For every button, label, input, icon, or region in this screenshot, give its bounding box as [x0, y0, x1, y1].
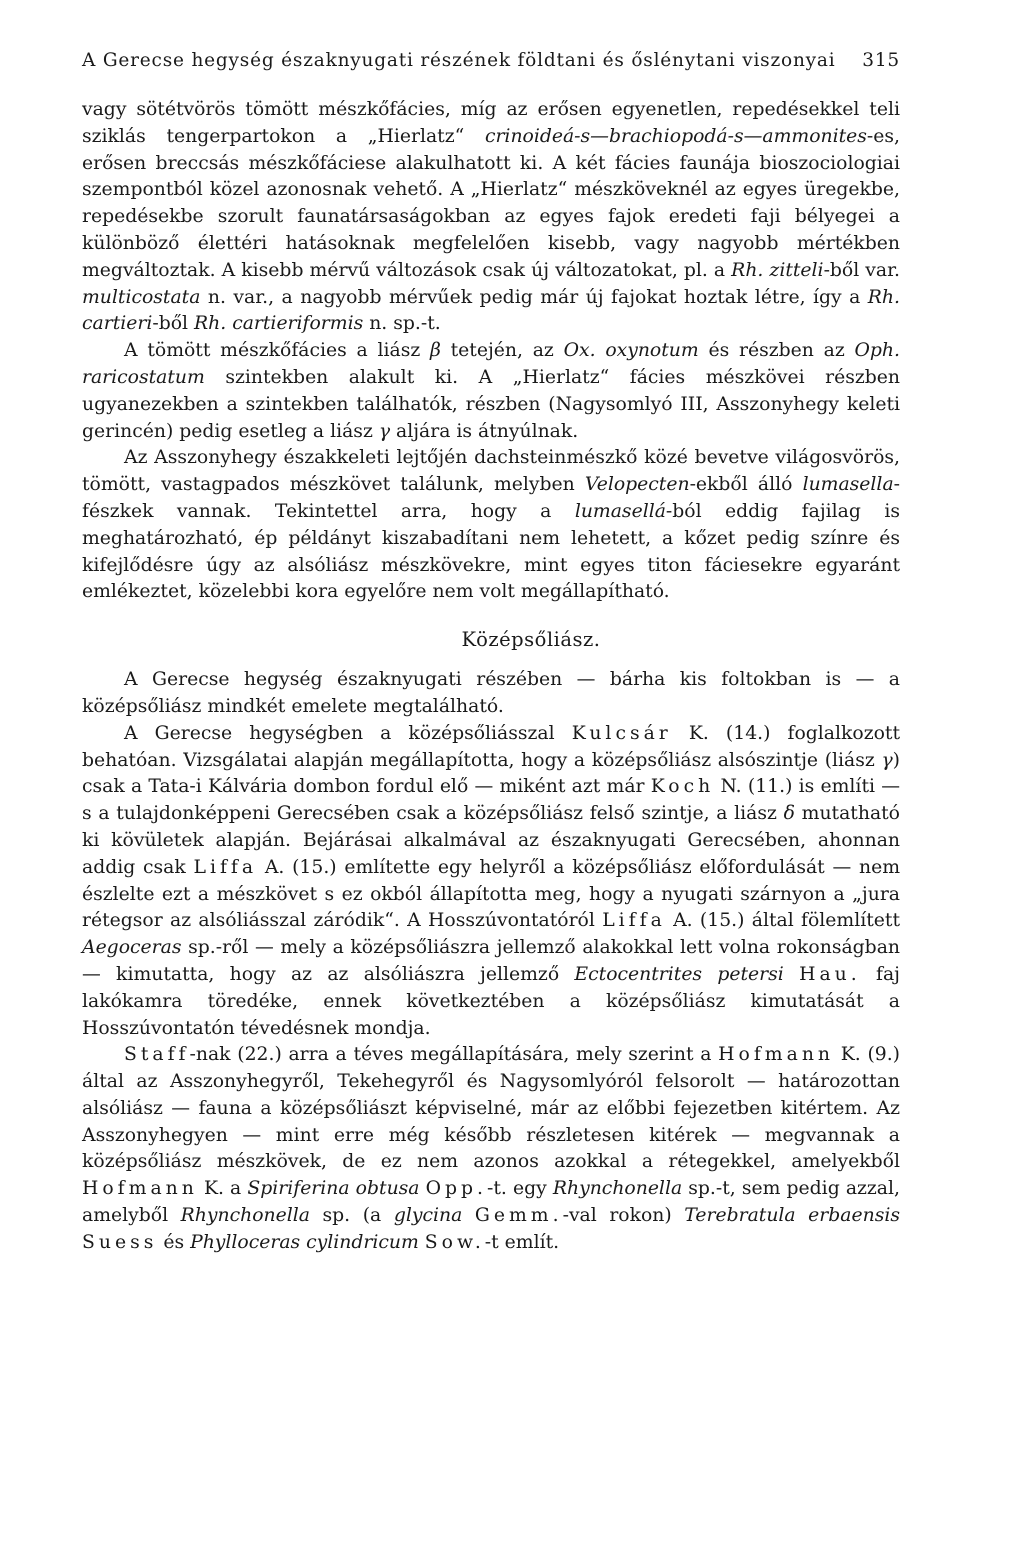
- paragraph-6: Staff-nak (22.) arra a téves megállapítására, mely szerint a Hofmann K. (9.) által az Asszonyhegyről, Tekehegyről és Nagysomlyóról felsorolt — határozottan alsóliász — fauna a középsőliászt képviselné, már az előbbi fejezetben kitértem. Az Asszonyhegyen — mint erre még később részletesen kitérek — megvannak a középsőliász mészkövek, de ez nem azonos azokkal a rétegekkel, amelyekből Hofmann K. a Spiriferina obtusa Opp.-t. egy Rhynchonella sp.-t, sem pedig azzal, amelyből Rhynchonella sp. (a glycina Gemm.-val rokon) Terebratula erbaensis Suess és Phylloceras cylindricum Sow.-t említ.: [82, 1044, 901, 1253]
- paragraph-3: Az Asszonyhegy északkeleti lejtőjén dachsteinmészkő közé bevetve világosvörös, tömött, vastagpados mészkövet találunk, melyben Velopecten-ekből álló lumasella-fészkek vannak. Tekintettel arra, hogy a lumasellá-ból eddig fajilag is meghatározható, ép példányt kiszabadítani nem lehetett, a kőzet pedig színre és kifejlődésre úgy az alsóliász mészkövekre, mint egyes titon fáciesekre egyaránt emlékeztet, közelebbi kora egyelőre nem volt megállapítható.: [82, 447, 900, 603]
- paragraph-4: A Gerecse hegység északnyugati részében — bárha kis foltokban is — a középsőliász mindkét emelete megtalálható.: [82, 669, 900, 717]
- section-title: Középsőliász.: [461, 628, 601, 652]
- running-header: [82, 50, 900, 71]
- page-number: 315: [862, 50, 900, 71]
- paragraph-5: A Gerecse hegységben a középsőliásszal Kulcsár K. (14.) foglalkozott behatóan. Vizsgálatai alapján megállapította, hogy a középsőliász alsószintje (liász γ) csak a Tata-i Kálvária dombon fordul elő — miként azt már Koch N. (11.) is említi — s a tulajdonképpeni Gerecsében csak a középsőliász felső szintje, a liász δ mutatható ki kövületek alapján. Bejárásai alkalmával az északnyugati Gerecsében, ahonnan addig csak Liffa A. (15.) említette egy helyről a középsőliász előfordulását — nem észlelte ezt a mészkövet s ez okból állapította meg, hogy a nyugati szárnyon a „jura rétegsor az alsóliásszal záródik“. A Hosszúvontatóról Liffa A. (15.) által fölemlített Aegoceras sp.-ről — mely a középsőliászra jellemző alakokkal lett volna rokonságban — kimutatta, hogy az az alsóliászra jellemző Ectocentrites petersi Hau. faj lakókamra töredéke, ennek következtében a középsőliász kimutatását a Hosszúvontatón tévedésnek mondja.: [82, 722, 901, 1039]
- running-title: A Gerecse hegység északnyugati részének földtani és őslénytani viszonyai: [82, 50, 836, 71]
- paragraph-1: vagy sötétvörös tömött mészkőfácies, míg az erősen egyenetlen, repedésekkel teli sziklás tengerpartokon a „Hierlatz“ crinoideá-s—brachiopodá-s—ammonites-es, erősen breccsás mészkőfáciese alakulhatott ki. A két fácies faunája bioszociologiai szempontból közel azonosnak vehető. A „Hierlatz“ mészköveknél az egyes üregekbe, repedésekbe szorult faunatársaságokban az egyes fajok eredeti faji bélyegei a különböző élettéri hatásoknak megfelelően kisebb, vagy nagyobb mértékben megváltoztak. A kisebb mérvű változások csak új változatokat, pl. a Rh. zitteli-ből var. multicostata n. var., a nagyobb mérvűek pedig már új fajokat hoztak létre, így a Rh. cartieri-ből Rh. cartieriformis n. sp.-t.: [82, 99, 900, 335]
- body-text: [82, 97, 900, 1257]
- paragraph-2: A tömött mészkőfácies a liász β tetején, az Ox. oxynotum és részben az Oph. raricostatum szintekben alakult ki. A „Hierlatz“ fácies mészkövei részben ugyanezekben a szintekben találhatók, részben (Nagysomlyó III, Asszonyhegy keleti gerincén) pedig esetleg a liász γ aljára is átnyúlnak.: [82, 340, 900, 442]
